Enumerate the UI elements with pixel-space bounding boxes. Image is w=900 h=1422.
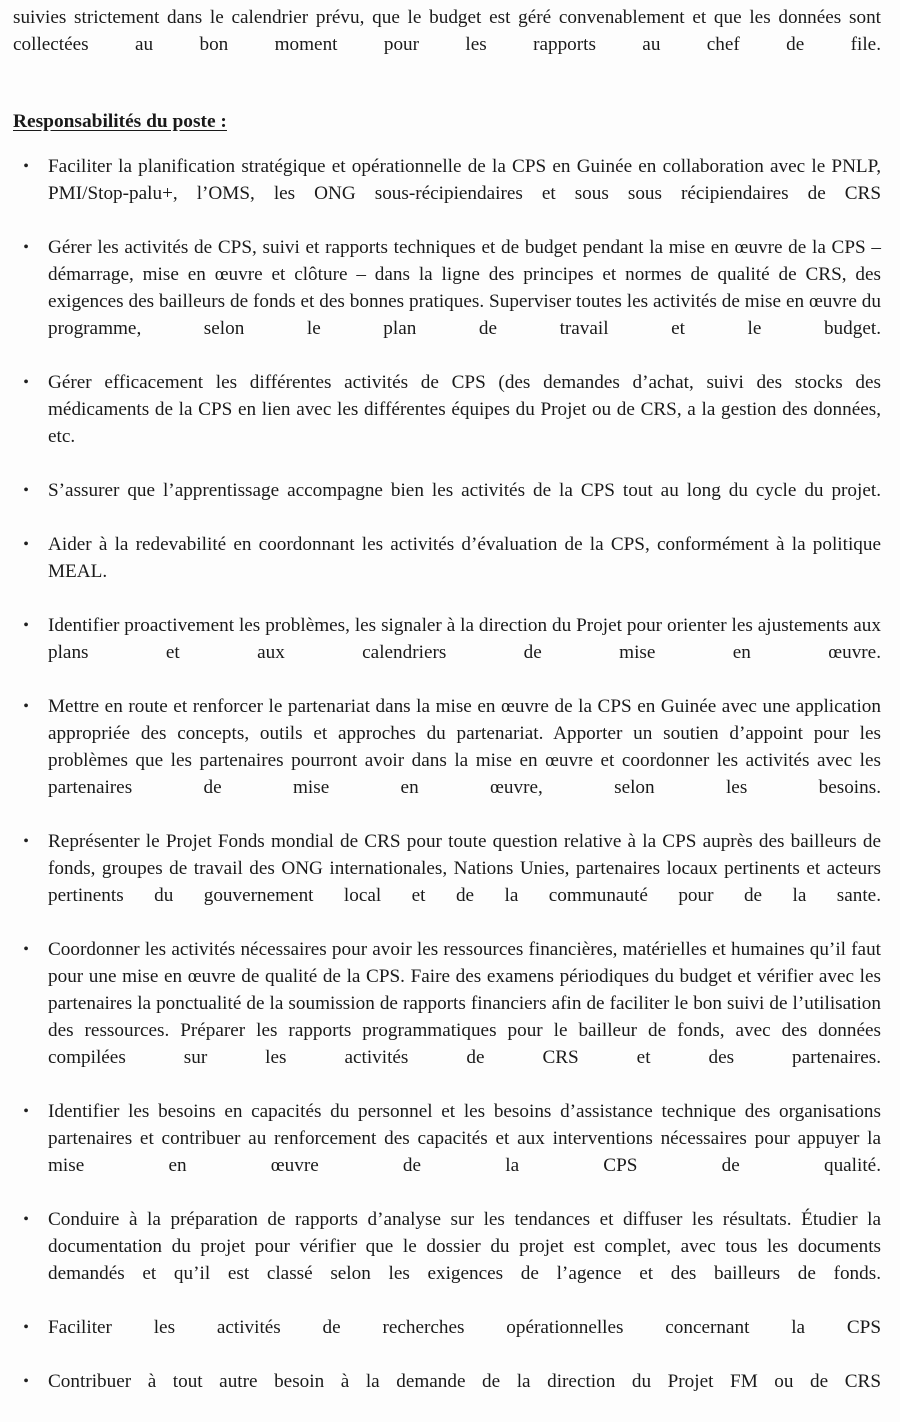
list-item-text: Identifier les besoins en capacités du personnel et les besoins d’assistance technique des organisations partenaires et contribuer au renforcement des capacités et aux interventions nécessaires pour appuyer la mise en œuvre de la CPS de qualité. [48,1101,881,1176]
list-item-text: Mettre en route et renforcer le partenariat dans la mise en œuvre de la CPS en Guinée avec une application appropriée des concepts, outils et approches du partenariat. Apporter un soutien d’appoint pour les problèmes que les partenaires pourront avoir dans la mise en œuvre et coordonner les activités avec les partenaires de mise en œuvre, selon les besoins. [48,696,881,798]
list-item-text: Aider à la redevabilité en coordonnant les activités d’évaluation de la CPS, conformément à la politique MEAL. [48,534,881,582]
intro-paragraph: suivies strictement dans le calendrier prévu, que le budget est géré convenablement et que les données sont collectées au bon moment pour les rapports au chef de file. [13,7,881,55]
bullet-icon: • [23,482,29,499]
list-item-text: Faciliter la planification stratégique et opérationnelle de la CPS en Guinée en collaboration avec le PNLP, PMI/Stop-palu+, l’OMS, les ONG sous-récipiendaires et sous sous récipiendaires de CRS [48,156,881,204]
list-item [13,369,881,477]
list-item-text: Identifier proactivement les problèmes, les signaler à la direction du Projet pour orienter les ajustements aux plans et aux calendriers de mise en œuvre. [48,615,881,663]
list-item-text: Conduire à la préparation de rapports d’analyse sur les tendances et diffuser les résultats. Étudier la documentation du projet pour vérifier que le dossier du projet est complet, avec tous les documents demandés et qu’il est classé selon les exigences de l’agence et des bailleurs de fonds. [48,1209,881,1284]
list-item [13,936,881,1098]
list-item [13,531,881,612]
list-item-text: Gérer efficacement les différentes activités de CPS (des demandes d’achat, suivi des stocks des médicaments de la CPS en lien avec les différentes équipes du Projet ou de CRS, a la gestion des données, etc. [48,372,881,447]
list-item [13,477,881,531]
list-item-text: Représenter le Projet Fonds mondial de CRS pour toute question relative à la CPS auprès des bailleurs de fonds, groupes de travail des ONG internationales, Nations Unies, partenaires locaux pertinents et acteurs pertinents du gouvernement local et de la communauté pour de la sante. [48,831,881,906]
responsibilities-list [13,139,881,1422]
list-item [13,612,881,693]
bullet-icon: • [23,158,29,175]
section-heading-responsabilites [13,85,881,139]
list-item-text: Faciliter les activités de recherches opérationnelles concernant la CPS [48,1317,881,1338]
bullet-icon: • [23,1103,29,1120]
section-heading-text: Responsabilités du poste : [13,111,227,132]
bullet-icon: • [23,1319,29,1336]
bullet-icon: • [23,833,29,850]
list-item [13,153,881,234]
bullet-icon: • [23,374,29,391]
list-item [13,234,881,369]
bullet-icon: • [23,617,29,634]
list-item [13,828,881,936]
bullet-icon: • [23,941,29,958]
list-item-text: Gérer les activités de CPS, suivi et rapports techniques et de budget pendant la mise en œuvre de la CPS – démarrage, mise en œuvre et clôture – dans la ligne des principes et normes de qualité de CRS, des exigences des bailleurs de fonds et des bonnes pratiques. Superviser toutes les activités de mise en œuvre du programme, selon le plan de travail et le budget. [48,237,881,339]
list-item-text: Coordonner les activités nécessaires pour avoir les ressources financières, matérielles et humaines qu’il faut pour une mise en œuvre de qualité de la CPS. Faire des examens périodiques du budget et vérifier avec les partenaires la ponctualité de la soumission de rapports financiers afin de faciliter le bon suivi de l’utilisation des ressources. Préparer les rapports programmatiques pour le bailleur de fonds, avec des données compilées sur les activités de CRS et des partenaires. [48,939,881,1068]
list-item [13,1098,881,1206]
list-item-text: S’assurer que l’apprentissage accompagne bien les activités de la CPS tout au long du cycle du projet. [48,480,881,501]
bullet-icon: • [23,698,29,715]
document-body [13,0,881,1422]
list-item [13,1206,881,1314]
list-item [13,693,881,828]
bullet-icon: • [23,536,29,553]
bullet-icon: • [23,239,29,256]
list-item [13,1368,881,1422]
list-item [13,1314,881,1368]
list-item-text: Contribuer à tout autre besoin à la demande de la direction du Projet FM ou de CRS [48,1371,881,1392]
bullet-icon: • [23,1211,29,1228]
bullet-icon: • [23,1373,29,1390]
